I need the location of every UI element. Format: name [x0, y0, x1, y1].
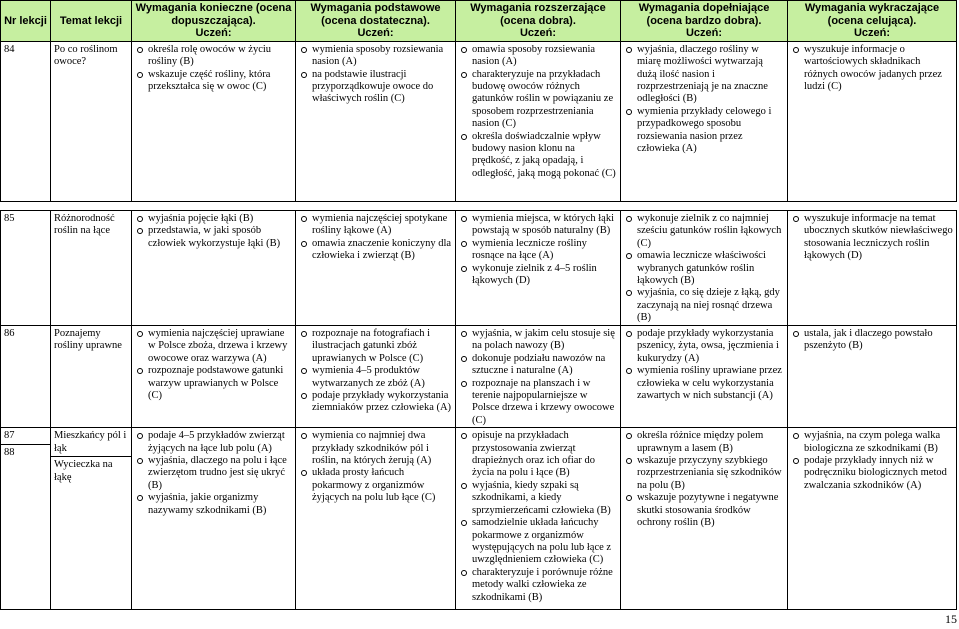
lesson-topic: Poznajemy rośliny uprawne	[51, 326, 132, 428]
requirement-item: opisuje na przykładach przystosowania zwierząt drapieżnych oraz ich ofiar do życia na polu i łące (B)	[459, 430, 617, 480]
requirement-item: wymienia sposoby rozsiewania nasion (A)	[299, 44, 452, 69]
req2-cell	[296, 428, 456, 610]
requirement-item: wskazuje część rośliny, która przekształca się w owoc (C)	[135, 69, 292, 94]
lesson-topic	[51, 428, 132, 610]
header-req2: Wymagania podstawowe (ocena dostateczna). Uczeń:	[296, 1, 456, 42]
header-req3: Wymagania rozszerzające (ocena dobra). Uczeń:	[456, 1, 621, 42]
table-row	[1, 41, 957, 201]
lesson-number	[1, 428, 51, 610]
req3-cell	[456, 211, 621, 326]
requirement-item: wymienia lecznicze rośliny rosnące na łące (A)	[459, 238, 617, 263]
requirement-item: określa doświadczalnie wpływ budowy nasion klonu na prędkość, z jaką opadają, i odległość, jaką mogą pokonać (C)	[459, 131, 617, 181]
req4-cell	[621, 41, 788, 201]
requirement-item: wyjaśnia, na czym polega walka biologiczna ze szkodnikami (B)	[791, 430, 953, 455]
lesson-number: 84	[1, 41, 51, 201]
req3-cell	[456, 41, 621, 201]
req2-cell	[296, 41, 456, 201]
requirement-item: podaje przykłady wykorzystania ziemniaków przez człowieka (A)	[299, 390, 452, 415]
requirement-item: samodzielnie układa łańcuchy pokarmowe z organizmów występujących na polu lub łące z uwzględnieniem człowieka (C)	[459, 517, 617, 567]
requirement-item: charakteryzuje i porównuje różne metody walki człowieka ze szkodnikami (B)	[459, 567, 617, 604]
requirement-item: wskazuje przyczyny szybkiego rozprzestrzeniania się szkodników na polu (B)	[624, 455, 784, 492]
requirement-item: wyjaśnia, co się dzieje z łąką, gdy zaczynają na niej rosnąć drzewa (B)	[624, 287, 784, 324]
lesson-number: 85	[1, 211, 51, 326]
requirement-item: charakteryzuje na przykładach budowę owoców różnych gatunków roślin w powiązaniu ze sposobem rozprzestrzeniania nasion (C)	[459, 69, 617, 131]
requirement-item: wyjaśnia, kiedy szpaki są szkodnikami, a kiedy sprzymierzeńcami człowieka (B)	[459, 480, 617, 517]
requirement-item: wyszukuje informacje o wartościowych składnikach różnych owoców jadanych przez ludzi (C)	[791, 44, 953, 94]
lesson-table-bottom	[0, 210, 957, 610]
requirement-item: wyjaśnia pojęcie łąki (B)	[135, 213, 292, 225]
requirement-item: ustala, jak i dlaczego powstało pszenżyto (B)	[791, 328, 953, 353]
requirement-item: podaje 4–5 przykładów zwierząt żyjących na łące lub polu (A)	[135, 430, 292, 455]
lesson-topic-88: Wycieczka na łąkę	[54, 459, 113, 483]
lesson-topic: Po co roślinom owoce?	[51, 41, 132, 201]
requirement-item: przedstawia, w jaki sposób człowiek wykorzystuje łąki (B)	[135, 225, 292, 250]
table-row	[1, 326, 957, 428]
header-req1: Wymagania konieczne (ocena dopuszczająca). Uczeń:	[132, 1, 296, 42]
requirement-item: dokonuje podziału nawozów na sztuczne i naturalne (A)	[459, 353, 617, 378]
req5-cell	[788, 41, 957, 201]
requirement-item: wymienia miejsca, w których łąki powstają w sposób naturalny (B)	[459, 213, 617, 238]
table-row	[1, 211, 957, 326]
req3-cell	[456, 428, 621, 610]
req5-cell	[788, 428, 957, 610]
requirement-item: określa rolę owoców w życiu rośliny (B)	[135, 44, 292, 69]
lesson-number: 86	[1, 326, 51, 428]
requirement-item: omawia sposoby rozsiewania nasion (A)	[459, 44, 617, 69]
lesson-topic: Różnorodność roślin na łące	[51, 211, 132, 326]
requirement-item: wymienia przykłady celowego i przypadkowego sposobu rozsiewania nasion przez człowieka (A)	[624, 106, 784, 156]
req3-cell	[456, 326, 621, 428]
requirement-item: wymienia najczęściej spotykane rośliny łąkowe (A)	[299, 213, 452, 238]
requirement-item: wyjaśnia, jakie organizmy nazywamy szkodnikami (B)	[135, 492, 292, 517]
req1-cell	[132, 428, 296, 610]
requirement-item: na podstawie ilustracji przyporządkowuje owoce do właściwych roślin (C)	[299, 69, 452, 106]
req5-cell	[788, 211, 957, 326]
lesson-number-87: 87	[1, 428, 50, 445]
lesson-number-88: 88	[4, 447, 15, 459]
header-topic: Temat lekcji	[51, 1, 132, 42]
requirement-item: podaje przykłady wykorzystania pszenicy, żyta, owsa, jęczmienia i kukurydzy (A)	[624, 328, 784, 365]
requirement-item: rozpoznaje podstawowe gatunki warzyw uprawianych w Polsce (C)	[135, 365, 292, 402]
req4-cell	[621, 326, 788, 428]
header-req4: Wymagania dopełniające (ocena bardzo dobra). Uczeń:	[621, 1, 788, 42]
header-nr: Nr lekcji	[1, 1, 51, 42]
req5-cell	[788, 326, 957, 428]
req4-cell	[621, 211, 788, 326]
page-number: 15	[945, 612, 957, 626]
requirement-item: rozpoznaje na planszach i w terenie najpopularniejsze w Polsce drzewa i krzewy owocowe (C)	[459, 378, 617, 428]
requirement-item: wyjaśnia, w jakim celu stosuje się na polach nawozy (B)	[459, 328, 617, 353]
requirement-item: wyjaśnia, dlaczego na polu i łące zwierzętom trudno jest się ukryć (B)	[135, 455, 292, 492]
req2-cell	[296, 211, 456, 326]
req1-cell	[132, 211, 296, 326]
requirement-item: określa różnice między polem uprawnym a lasem (B)	[624, 430, 784, 455]
requirement-item: układa prosty łańcuch pokarmowy z organizmów żyjących na polu lub łące (C)	[299, 467, 452, 504]
requirement-item: wymienia 4–5 produktów wytwarzanych ze zbóż (A)	[299, 365, 452, 390]
req4-cell	[621, 428, 788, 610]
requirement-item: omawia lecznicze właściwości wybranych gatunków roślin łąkowych (B)	[624, 250, 784, 287]
requirement-item: wykonuje zielnik z co najmniej sześciu gatunków roślin łąkowych (C)	[624, 213, 784, 250]
req2-cell	[296, 326, 456, 428]
requirement-item: rozpoznaje na fotografiach i ilustracjach gatunki zbóż uprawianych w Polsce (C)	[299, 328, 452, 365]
lesson-topic-87: Mieszkańcy pól i łąk	[51, 428, 131, 457]
requirement-item: wykonuje zielnik z 4–5 roślin łąkowych (D)	[459, 263, 617, 288]
req1-cell	[132, 326, 296, 428]
requirement-item: wyszukuje informacje na temat ubocznych skutków niewłaściwego stosowania leczniczych roślin łąkowych (D)	[791, 213, 953, 263]
requirement-item: podaje przykłady innych niż w podręczniku biologicznych metod zwalczania szkodników (A)	[791, 455, 953, 492]
requirement-item: wymienia rośliny uprawiane przez człowieka w celu wykorzystania zawartych w nich substancji (A)	[624, 365, 784, 402]
lesson-table-top	[0, 0, 957, 202]
requirement-item: wymienia najczęściej uprawiane w Polsce zboża, drzewa i krzewy owocowe oraz warzywa (A)	[135, 328, 292, 365]
requirement-item: wskazuje pozytywne i negatywne skutki stosowania środków ochrony roślin (B)	[624, 492, 784, 529]
requirement-item: wymienia co najmniej dwa przykłady szkodników pól i roślin, na których żerują (A)	[299, 430, 452, 467]
requirement-item: omawia znaczenie koniczyny dla człowieka i zwierząt (B)	[299, 238, 452, 263]
table-row	[1, 428, 957, 610]
req1-cell	[132, 41, 296, 201]
requirement-item: wyjaśnia, dlaczego rośliny w miarę możliwości wytwarzają dużą ilość nasion i rozprzestrzeniają je na znaczne odległości (B)	[624, 44, 784, 106]
header-req5: Wymagania wykraczające (ocena celująca). Uczeń:	[788, 1, 957, 42]
